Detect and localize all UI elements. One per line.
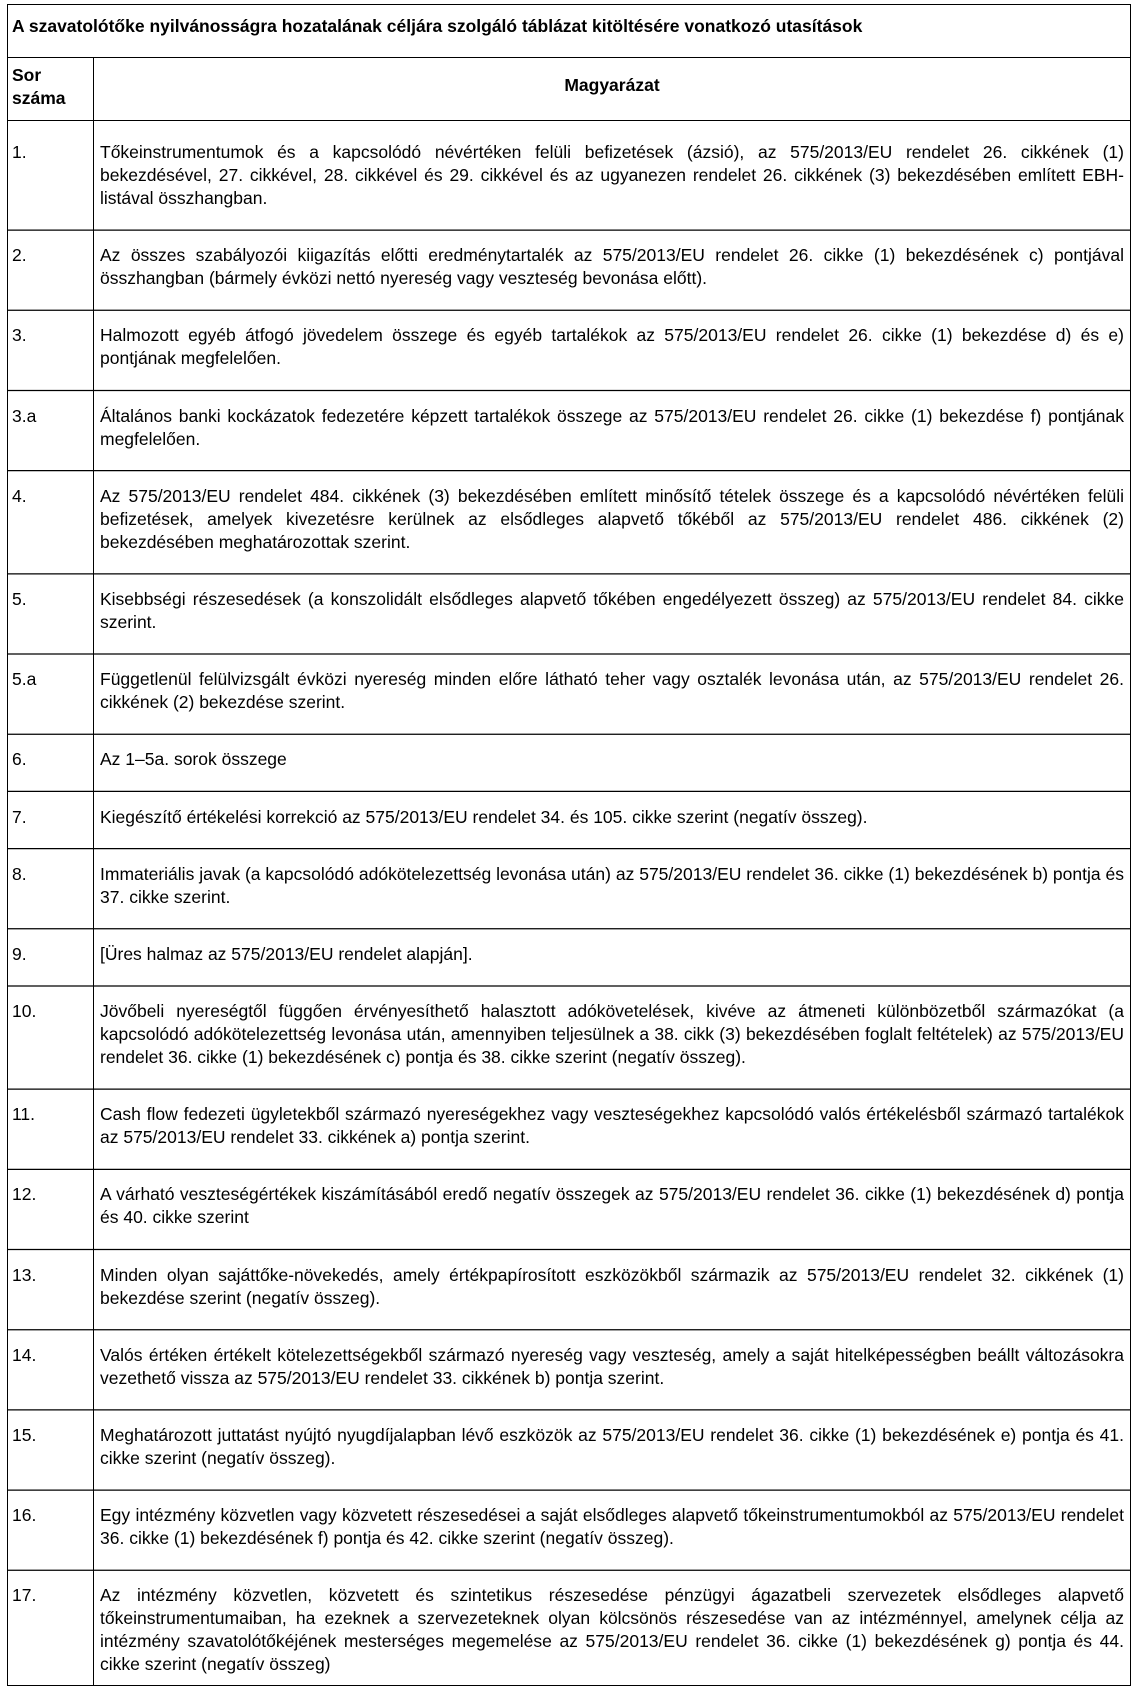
row-text: Tőkeinstrumentumok és a kapcsolódó névértéken felüli befizetések (ázsió), az 575/2013/EU rendelet 26. cikkének (1) bekezdésével, 27. cikkével, 28. cikkével és 29. cikkével és az ugyanezen rendelet 26. cikkének (3) bekezdésében említett EBH-listával összhangban. — [100, 142, 1124, 208]
row-text: Immateriális javak (a kapcsolódó adókötelezettség levonása után) az 575/2013/EU rendelet 36. cikke (1) bekezdésének b) pontja és 37. cikke szerint. — [100, 863, 1124, 907]
row-number: 6. — [12, 749, 27, 770]
table-header-row — [8, 58, 1131, 121]
row-number: 11. — [12, 1104, 36, 1125]
row-number: 5.a — [12, 669, 37, 690]
row-text: Kiegészítő értékelési korrekció az 575/2013/EU rendelet 34. és 105. cikke szerint (negatív összeg). — [100, 806, 868, 827]
row-text: Jövőbeli nyereségtől függően érvényesíthető halasztott adókövetelések, kivéve az átmeneti különbözetből származókat (a kapcsolódó adókötelezettség levonása után, amennyiben teljesülnek a 38. cikk (3) bekezdésében foglalt feltételek) az 575/2013/EU rendelet 36. cikke (1) bekezdésének c) pontja és 38. cikke szerint (negatív összeg). — [100, 1001, 1124, 1068]
row-number-list — [12, 141, 89, 1676]
header-row-number-line2: száma — [12, 88, 66, 108]
row-number: 9. — [12, 943, 27, 964]
row-text: Halmozott egyéb átfogó jövedelem összege és egyéb tartalékok az 575/2013/EU rendelet 26. cikke (1) bekezdése d) és e) pontjának megfelelően. — [100, 325, 1124, 369]
row-number: 1. — [12, 142, 27, 162]
row-number: 8. — [12, 863, 27, 884]
row-text: A várható veszteségértékek kiszámításából eredő negatív összegek az 575/2013/EU rendelet 36. cikke (1) bekezdésének d) pontja és 40. cikke szerint — [100, 1184, 1124, 1228]
row-text-list — [100, 141, 1124, 1676]
row-number: 3. — [12, 325, 27, 346]
row-text: Függetlenül felülvizsgált évközi nyereség minden előre látható teher vagy osztalék levonása után, az 575/2013/EU rendelet 26. cikkének (2) bekezdése szerint. — [100, 669, 1124, 713]
row-text: Kisebbségi részesedések (a konszolidált elsődleges alapvető tőkében engedélyezett összeg) az 575/2013/EU rendelet 84. cikke szerint. — [100, 588, 1124, 632]
table-title: A szavatolótőke nyilvánosságra hozatalának céljára szolgáló táblázat kitöltésére vonatkozó utasítások — [8, 5, 1131, 58]
row-number: 7. — [12, 806, 27, 827]
row-number: 2. — [12, 245, 27, 266]
row-number: 10. — [12, 1001, 37, 1022]
row-text: [Üres halmaz az 575/2013/EU rendelet alapján]. — [100, 943, 473, 964]
row-number: 3.a — [12, 405, 37, 426]
row-number: 17. — [12, 1585, 37, 1606]
row-text: Általános banki kockázatok fedezetére képzett tartalékok összege az 575/2013/EU rendelet 26. cikke (1) bekezdése f) pontjának megfelelően. — [100, 405, 1124, 449]
table-body-row — [8, 121, 1131, 1686]
row-text: Az 575/2013/EU rendelet 484. cikkének (3) bekezdésében említett minősítő tételek összege és a kapcsolódó névértéken felüli befizetések, amelyek kivezetésre kerülnek az elsődleges alapvető tőkéből az 575/2013/EU rendelet 486. cikkének (2) bekezdésében meghatározottak szerint. — [100, 485, 1124, 552]
row-text: Az összes szabályozói kiigazítás előtti eredménytartalék az 575/2013/EU rendelet 26. cikke (1) bekezdésének c) pontjával összhangban (bármely évközi nettó nyereség vagy veszteség bevonása előtt). — [100, 245, 1124, 289]
instructions-table — [7, 4, 1131, 1686]
row-text: Minden olyan sajáttőke-növekedés, amely értékpapírosított eszközökből származik az 575/2013/EU rendelet 32. cikkének (1) bekezdése szerint (negatív összeg). — [100, 1264, 1124, 1308]
row-number: 5. — [12, 588, 27, 609]
header-row-number — [8, 58, 94, 121]
row-number: 14. — [12, 1344, 37, 1365]
header-explanation: Magyarázat — [94, 58, 1131, 121]
row-text: Az intézmény közvetlen, közvetett és szintetikus részesedése pénzügyi ágazatbeli szervezetek elsődleges alapvető tőkeinstrumentumaiban, ha ezeknek a szervezeteknek olyan kölcsönös részesedése van az intézménnyel, amelynek célja az intézmény szavatolótőkéjének mesterséges megemelése az 575/2013/EU rendelet 36. cikke (1) bekezdésének g) pontja és 44. cikke szerint (negatív összeg) — [100, 1585, 1124, 1675]
row-number: 15. — [12, 1425, 37, 1445]
row-number: 12. — [12, 1184, 37, 1205]
row-text: Egy intézmény közvetlen vagy közvetett részesedései a saját elsődleges alapvető tőkeinstrumentumokból az 575/2013/EU rendelet 36. cikke (1) bekezdésének f) pontja és 42. cikke szerint (negatív összeg). — [100, 1505, 1124, 1549]
body-explanation-column — [94, 121, 1131, 1686]
row-text: Valós értéken értékelt kötelezettségekből származó nyereség vagy veszteség, amely a saját hitelképességben beállt változásokra vezethető vissza az 575/2013/EU rendelet 33. cikkének b) pontja szerint. — [100, 1344, 1124, 1388]
body-number-column — [8, 121, 94, 1686]
row-number: 16. — [12, 1505, 37, 1526]
row-text: Meghatározott juttatást nyújtó nyugdíjalapban lévő eszközök az 575/2013/EU rendelet 36. cikke (1) bekezdésének e) pontja és 41. cikke szerint (negatív összeg). — [100, 1425, 1124, 1468]
header-row-number-line1: Sor — [12, 65, 42, 85]
row-number: 4. — [12, 485, 27, 506]
row-text: Az 1–5a. sorok összege — [100, 749, 287, 770]
row-number: 13. — [12, 1264, 37, 1285]
row-text: Cash flow fedezeti ügyletekből származó nyereségekhez vagy veszteségekhez kapcsolódó valós értékelésből származó tartalékok az 575/2013/EU rendelet 33. cikkének a) pontja szerint. — [100, 1104, 1124, 1148]
table-title-row — [8, 5, 1131, 58]
